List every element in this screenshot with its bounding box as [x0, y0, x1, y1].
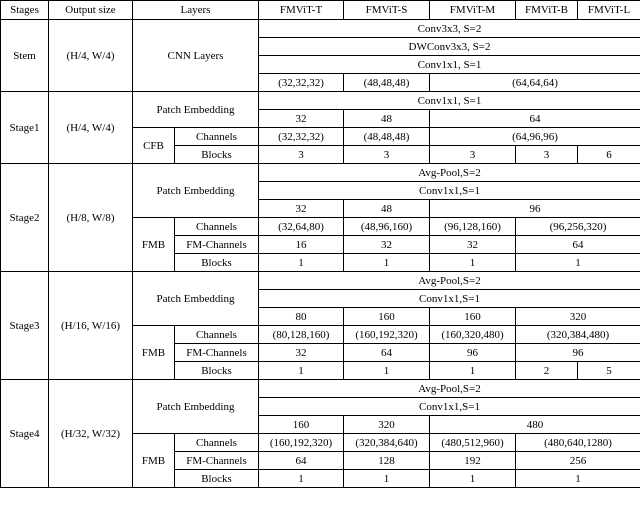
- stage3-fm-t: 32: [259, 344, 344, 362]
- stem-stage: Stem: [1, 20, 49, 92]
- stage4-fm-channels-label: FM-Channels: [175, 452, 259, 470]
- stage3-block-type: FMB: [133, 326, 175, 380]
- stage3-pe-bl: 320: [516, 308, 640, 326]
- stage3-channels-t: (80,128,160): [259, 326, 344, 344]
- stage4-pe-t: 160: [259, 416, 344, 434]
- stage4-channels-t: (160,192,320): [259, 434, 344, 452]
- stage2-pe-mbl: 96: [430, 200, 640, 218]
- header-layers: Layers: [133, 1, 259, 20]
- stage2-block-type: FMB: [133, 218, 175, 272]
- stem-layer: CNN Layers: [133, 20, 259, 92]
- stage2-channels-m: (96,128,160): [430, 218, 516, 236]
- stem-channels-t: (32,32,32): [259, 74, 344, 92]
- stage4-blocks-m: 1: [430, 470, 516, 488]
- stage2-channels-label: Channels: [175, 218, 259, 236]
- header-fmvit-l: FMViT-L: [578, 1, 640, 20]
- stage4-blocks-s: 1: [344, 470, 430, 488]
- stage2-fm-m: 32: [430, 236, 516, 254]
- stage4-pe-s: 320: [344, 416, 430, 434]
- stage3-stage: Stage3: [1, 272, 49, 380]
- header-fmvit-s: FMViT-S: [344, 1, 430, 20]
- stage2-channels-s: (48,96,160): [344, 218, 430, 236]
- stage4-pe-mbl: 480: [430, 416, 640, 434]
- stage4-pe-avgpool: Avg-Pool,S=2: [259, 380, 640, 398]
- stage3-patch-embedding: Patch Embedding: [133, 272, 259, 326]
- stage1-blocks-label: Blocks: [175, 146, 259, 164]
- stage1-channels-t: (32,32,32): [259, 128, 344, 146]
- header-stages: Stages: [1, 1, 49, 20]
- stage3-fm-m: 96: [430, 344, 516, 362]
- stage2-fm-t: 16: [259, 236, 344, 254]
- stage4-blocks-label: Blocks: [175, 470, 259, 488]
- stage3-fm-s: 64: [344, 344, 430, 362]
- stage1-blocks-b: 3: [516, 146, 578, 164]
- stem-op-dwconv3x3: DWConv3x3, S=2: [259, 38, 640, 56]
- stem-channels-mbl: (64,64,64): [430, 74, 640, 92]
- stage2-channels-bl: (96,256,320): [516, 218, 640, 236]
- stage4-channels-bl: (480,640,1280): [516, 434, 640, 452]
- stage4-fm-m: 192: [430, 452, 516, 470]
- stage2-pe-s: 48: [344, 200, 430, 218]
- stage4-output-size: (H/32, W/32): [49, 380, 133, 488]
- stage1-output-size: (H/4, W/4): [49, 92, 133, 164]
- stage4-pe-conv1x1: Conv1x1,S=1: [259, 398, 640, 416]
- stage3-fm-channels-label: FM-Channels: [175, 344, 259, 362]
- stage4-channels-m: (480,512,960): [430, 434, 516, 452]
- stage1-stage: Stage1: [1, 92, 49, 164]
- stem-output-size: (H/4, W/4): [49, 20, 133, 92]
- stage4-fm-s: 128: [344, 452, 430, 470]
- header-row: [1, 1, 640, 20]
- stage3-channels-bl: (320,384,480): [516, 326, 640, 344]
- stage1-row: [1, 92, 640, 110]
- stage2-pe-avgpool: Avg-Pool,S=2: [259, 164, 640, 182]
- stage3-pe-avgpool: Avg-Pool,S=2: [259, 272, 640, 290]
- stage4-channels-label: Channels: [175, 434, 259, 452]
- stage4-blocks-t: 1: [259, 470, 344, 488]
- stage2-blocks-label: Blocks: [175, 254, 259, 272]
- stage4-fm-t: 64: [259, 452, 344, 470]
- stage3-blocks-l: 5: [578, 362, 640, 380]
- stem-op-conv3x3: Conv3x3, S=2: [259, 20, 640, 38]
- stage1-pe-t: 32: [259, 110, 344, 128]
- stage1-pe-s: 48: [344, 110, 430, 128]
- stem-op-conv1x1: Conv1x1, S=1: [259, 56, 640, 74]
- stage3-output-size: (H/16, W/16): [49, 272, 133, 380]
- stage3-channels-label: Channels: [175, 326, 259, 344]
- stage2-blocks-bl: 1: [516, 254, 640, 272]
- stage3-pe-conv1x1: Conv1x1,S=1: [259, 290, 640, 308]
- stage3-row: [1, 272, 640, 290]
- stage4-stage: Stage4: [1, 380, 49, 488]
- stage3-fm-bl: 96: [516, 344, 640, 362]
- stem-channels-s: (48,48,48): [344, 74, 430, 92]
- stage2-blocks-s: 1: [344, 254, 430, 272]
- stage1-block-type: CFB: [133, 128, 175, 164]
- stage3-blocks-t: 1: [259, 362, 344, 380]
- stage3-blocks-label: Blocks: [175, 362, 259, 380]
- stage3-channels-m: (160,320,480): [430, 326, 516, 344]
- stage2-patch-embedding: Patch Embedding: [133, 164, 259, 218]
- header-fmvit-b: FMViT-B: [516, 1, 578, 20]
- stage1-channels-s: (48,48,48): [344, 128, 430, 146]
- stage1-pe-mbl: 64: [430, 110, 640, 128]
- stage2-pe-t: 32: [259, 200, 344, 218]
- stage2-blocks-m: 1: [430, 254, 516, 272]
- stage3-pe-m: 160: [430, 308, 516, 326]
- stage1-channels-label: Channels: [175, 128, 259, 146]
- stage4-channels-s: (320,384,640): [344, 434, 430, 452]
- stage2-stage: Stage2: [1, 164, 49, 272]
- header-output-size: Output size: [49, 1, 133, 20]
- stage4-patch-embedding: Patch Embedding: [133, 380, 259, 434]
- stage1-patch-embedding: Patch Embedding: [133, 92, 259, 128]
- stage3-blocks-b: 2: [516, 362, 578, 380]
- stage3-pe-s: 160: [344, 308, 430, 326]
- header-fmvit-m: FMViT-M: [430, 1, 516, 20]
- header-fmvit-t: FMViT-T: [259, 1, 344, 20]
- stage4-blocks-bl: 1: [516, 470, 640, 488]
- stem-row: [1, 20, 640, 38]
- stage2-blocks-t: 1: [259, 254, 344, 272]
- stage1-channels-mbl: (64,96,96): [430, 128, 640, 146]
- stage3-pe-t: 80: [259, 308, 344, 326]
- stage1-blocks-t: 3: [259, 146, 344, 164]
- stage2-row: [1, 164, 640, 182]
- stage4-row: [1, 380, 640, 398]
- stage3-channels-s: (160,192,320): [344, 326, 430, 344]
- stage4-fm-bl: 256: [516, 452, 640, 470]
- stage4-block-type: FMB: [133, 434, 175, 488]
- stage3-blocks-s: 1: [344, 362, 430, 380]
- stage2-fm-s: 32: [344, 236, 430, 254]
- stage2-fm-bl: 64: [516, 236, 640, 254]
- stage1-blocks-s: 3: [344, 146, 430, 164]
- stage1-pe-op: Conv1x1, S=1: [259, 92, 640, 110]
- stage2-channels-t: (32,64,80): [259, 218, 344, 236]
- stage2-pe-conv1x1: Conv1x1,S=1: [259, 182, 640, 200]
- stage3-blocks-m: 1: [430, 362, 516, 380]
- stage2-fm-channels-label: FM-Channels: [175, 236, 259, 254]
- stage2-output-size: (H/8, W/8): [49, 164, 133, 272]
- stage1-blocks-m: 3: [430, 146, 516, 164]
- stage1-blocks-l: 6: [578, 146, 640, 164]
